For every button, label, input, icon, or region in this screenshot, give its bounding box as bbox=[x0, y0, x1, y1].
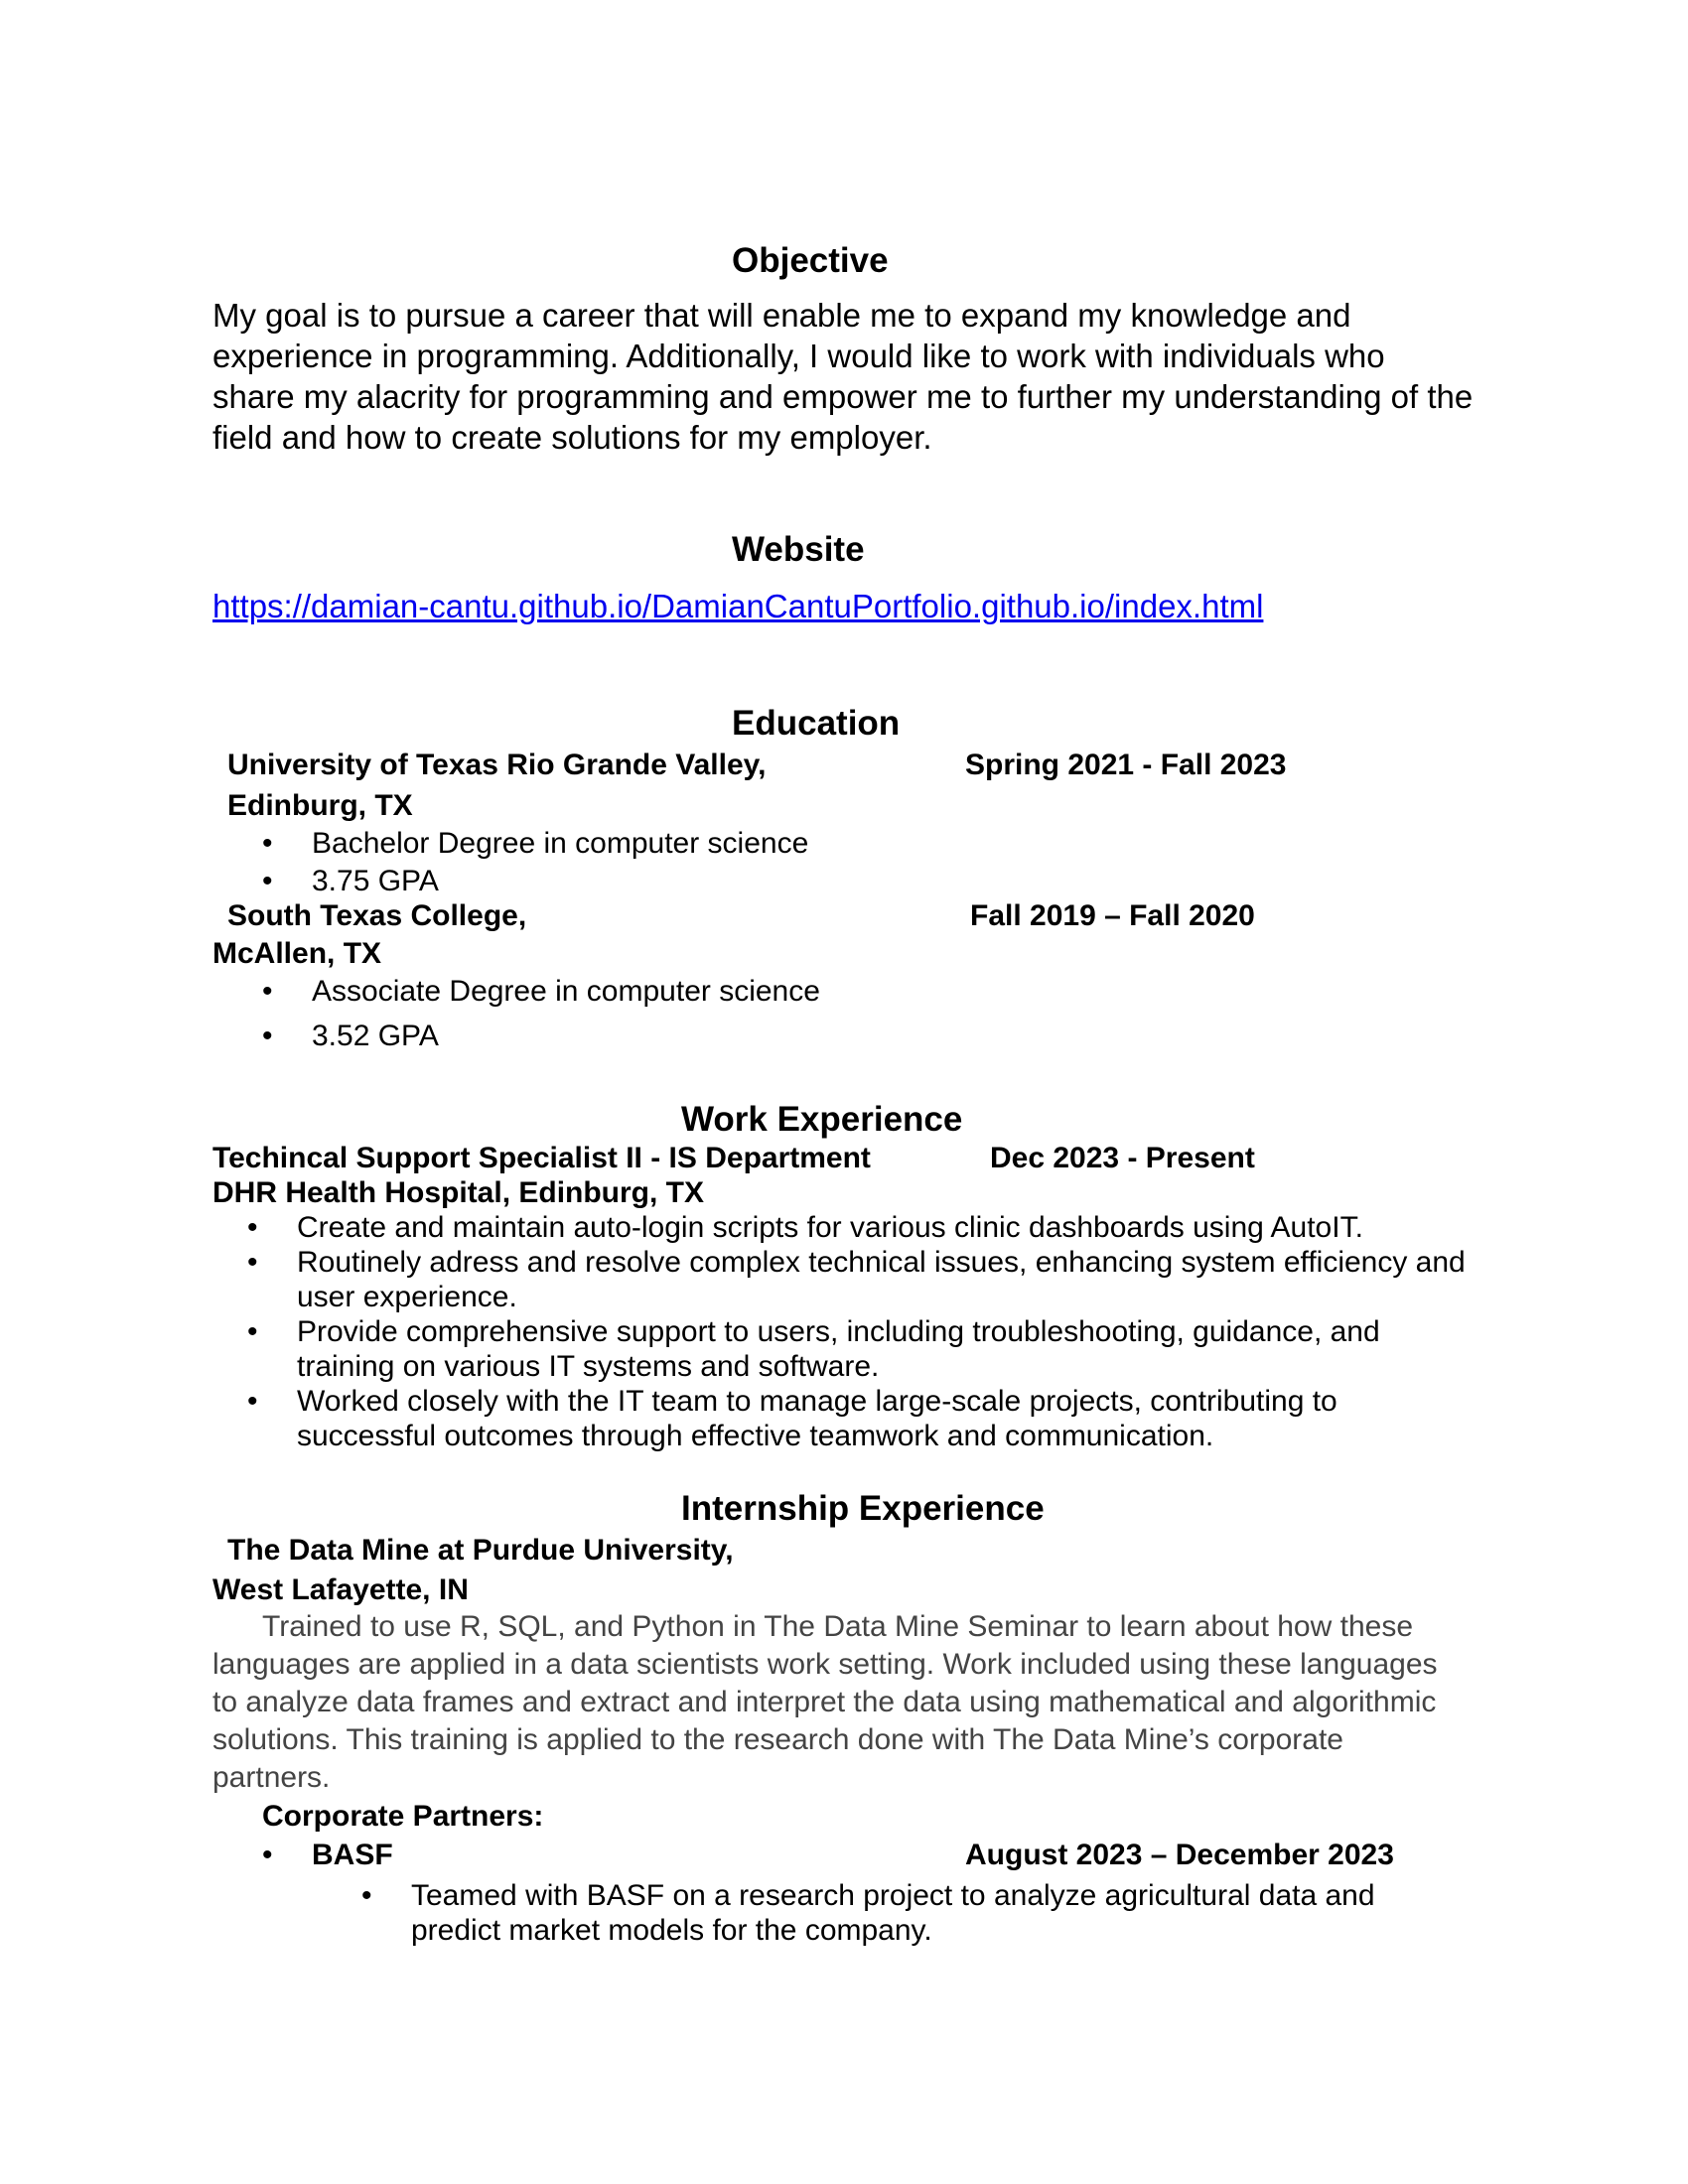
job-bullet: Provide comprehensive support to users, including troubleshooting, guidance, and bbox=[297, 1315, 1380, 1348]
job-dates: Dec 2023 - Present bbox=[990, 1142, 1255, 1174]
objective-line: My goal is to pursue a career that will enable me to expand my knowledge and bbox=[212, 297, 1351, 334]
objective-line: share my alacrity for programming and empower me to further my understanding of the bbox=[212, 378, 1474, 415]
partner-name: BASF bbox=[312, 1839, 393, 1871]
partner-detail-line: predict market models for the company. bbox=[411, 1914, 932, 1947]
internship-description-line: solutions. This training is applied to the research done with The Data Mine’s corporate bbox=[212, 1723, 1343, 1756]
partner-dates: August 2023 – December 2023 bbox=[965, 1839, 1394, 1871]
internship-description-line: languages are applied in a data scientists work setting. Work included using these languages bbox=[212, 1648, 1438, 1681]
partner-detail-line: Teamed with BASF on a research project to analyze agricultural data and bbox=[411, 1879, 1375, 1912]
employer: DHR Health Hospital, Edinburg, TX bbox=[212, 1176, 705, 1209]
school-location: McAllen, TX bbox=[212, 937, 382, 970]
school-detail: 3.52 GPA bbox=[312, 1020, 439, 1052]
job-bullet-continued: training on various IT systems and software. bbox=[297, 1350, 880, 1383]
bullet-icon: • bbox=[361, 1879, 372, 1912]
job-bullet: Worked closely with the IT team to manage large-scale projects, contributing to bbox=[297, 1385, 1337, 1418]
internship-location: West Lafayette, IN bbox=[212, 1573, 469, 1606]
school-detail: 3.75 GPA bbox=[312, 865, 439, 897]
job-bullet: Routinely adress and resolve complex technical issues, enhancing system efficiency and bbox=[297, 1246, 1466, 1279]
job-bullet: Create and maintain auto-login scripts for various clinic dashboards using AutoIT. bbox=[297, 1211, 1363, 1244]
internship-description-line: partners. bbox=[212, 1761, 331, 1794]
objective-line: field and how to create solutions for my employer. bbox=[212, 419, 932, 456]
school-name: University of Texas Rio Grande Valley, bbox=[227, 749, 767, 781]
bullet-icon: • bbox=[247, 1211, 258, 1244]
internship-org: The Data Mine at Purdue University, bbox=[227, 1534, 734, 1567]
bullet-icon: • bbox=[247, 1385, 258, 1418]
work-heading: Work Experience bbox=[681, 1100, 963, 1139]
portfolio-link[interactable]: https://damian-cantu.github.io/DamianCantuPortfolio.github.io/index.html bbox=[212, 588, 1264, 624]
school-location: Edinburg, TX bbox=[227, 789, 413, 822]
job-bullet-continued: user experience. bbox=[297, 1281, 517, 1313]
bullet-icon: • bbox=[262, 975, 273, 1008]
bullet-icon: • bbox=[247, 1246, 258, 1279]
bullet-icon: • bbox=[262, 827, 273, 860]
bullet-icon: • bbox=[262, 1839, 273, 1871]
school-name: South Texas College, bbox=[227, 899, 527, 932]
internship-description-line: Trained to use R, SQL, and Python in The Data Mine Seminar to learn about how these bbox=[262, 1610, 1413, 1643]
education-heading: Education bbox=[732, 704, 901, 743]
bullet-icon: • bbox=[262, 1020, 273, 1052]
internship-description-line: to analyze data frames and extract and interpret the data using mathematical and algorithmic bbox=[212, 1686, 1437, 1718]
partners-label: Corporate Partners: bbox=[262, 1800, 544, 1833]
objective-heading: Objective bbox=[732, 241, 889, 280]
school-dates: Fall 2019 – Fall 2020 bbox=[970, 899, 1255, 932]
website-heading: Website bbox=[732, 530, 865, 569]
internship-heading: Internship Experience bbox=[681, 1489, 1045, 1528]
bullet-icon: • bbox=[247, 1315, 258, 1348]
school-dates: Spring 2021 - Fall 2023 bbox=[965, 749, 1287, 781]
school-detail: Associate Degree in computer science bbox=[312, 975, 820, 1008]
bullet-icon: • bbox=[262, 865, 273, 897]
job-bullet-continued: successful outcomes through effective teamwork and communication. bbox=[297, 1420, 1214, 1452]
school-detail: Bachelor Degree in computer science bbox=[312, 827, 809, 860]
job-title: Techincal Support Specialist II - IS Department bbox=[212, 1142, 871, 1174]
objective-line: experience in programming. Additionally, I would like to work with individuals who bbox=[212, 338, 1385, 374]
